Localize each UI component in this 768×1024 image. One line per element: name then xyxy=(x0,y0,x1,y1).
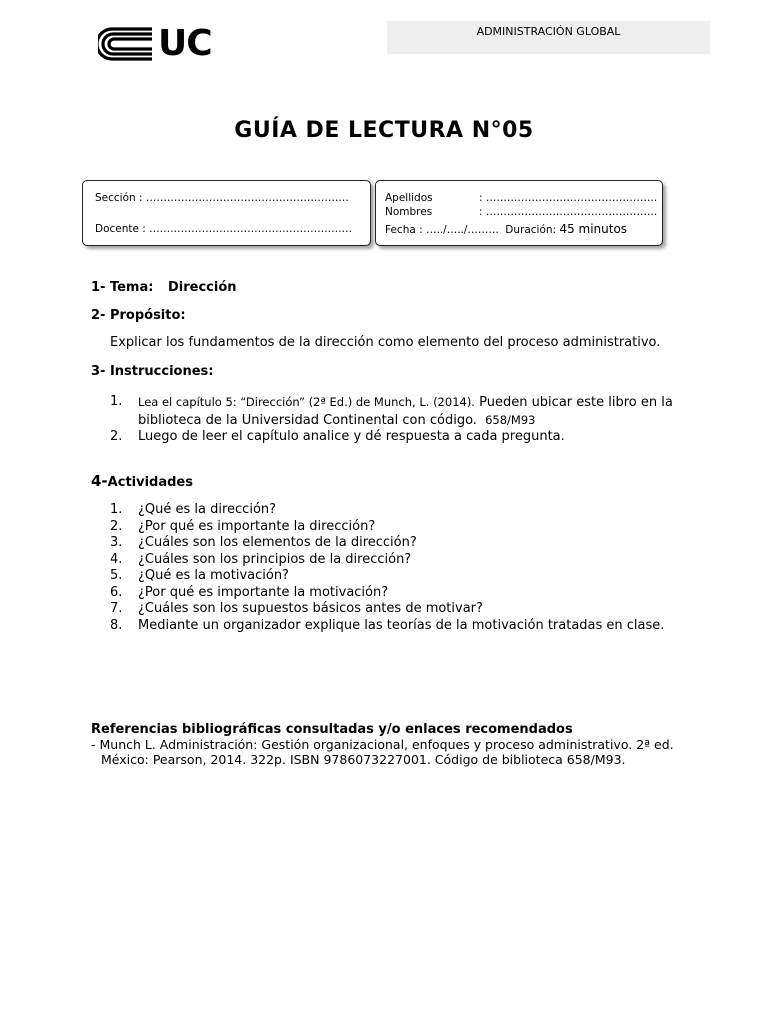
list-item xyxy=(110,502,690,519)
list-item xyxy=(110,394,690,429)
org-label-box xyxy=(387,21,710,54)
item-text: Mediante un organizador explique las teorías de la motivación tratadas en clase. xyxy=(138,617,665,633)
duracion-value: 45 minutos xyxy=(559,222,628,236)
item-number: 2. xyxy=(110,429,123,444)
student-info-box xyxy=(375,180,663,246)
actividades-number: 4- xyxy=(91,472,108,490)
seccion-field[interactable]: Sección : …………………………………………………. xyxy=(95,192,349,204)
item-number: 4. xyxy=(110,551,123,567)
list-item xyxy=(110,618,690,635)
duracion-label: Duración: xyxy=(505,224,557,236)
instrucciones-list xyxy=(110,394,690,446)
item-number: 8. xyxy=(110,617,123,633)
list-item xyxy=(110,429,690,446)
item-number: 1. xyxy=(110,394,123,409)
item-text: Pueden ubicar este libro en la biblioteca de la Universidad Continental con código. xyxy=(138,395,673,428)
uc-logo-mark-icon xyxy=(98,26,154,62)
item-code: 658/M93 xyxy=(485,412,536,427)
references-section xyxy=(91,722,691,767)
item-text: ¿Por qué es importante la dirección? xyxy=(138,518,376,534)
nombres-field[interactable] xyxy=(385,206,657,218)
item-text: ¿Cuáles son los principios de la dirección? xyxy=(138,551,412,567)
list-item xyxy=(110,585,690,602)
actividades-list xyxy=(110,502,690,634)
item-text: ¿Por qué es importante la motivación? xyxy=(138,584,389,600)
item-number: 6. xyxy=(110,584,123,600)
tema-heading xyxy=(91,280,237,295)
proposito-heading: 2- Propósito: xyxy=(91,308,186,323)
list-item xyxy=(110,552,690,569)
docente-field[interactable]: Docente : …………………………………………………. xyxy=(95,223,353,235)
item-number: 3. xyxy=(110,535,123,550)
tema-value: Dirección xyxy=(167,280,237,295)
item-number: 5. xyxy=(110,568,123,583)
org-label: ADMINISTRACIÓN GLOBAL xyxy=(476,25,621,38)
apellidos-field[interactable] xyxy=(385,192,657,204)
tema-label: 1- Tema: xyxy=(91,280,154,295)
actividades-heading xyxy=(91,472,193,490)
nombres-label: Nombres xyxy=(385,206,433,218)
list-item xyxy=(110,601,690,618)
uc-logo xyxy=(98,24,220,64)
item-text: ¿Cuáles son los supuestos básicos antes de motivar? xyxy=(138,601,483,616)
item-text: Luego de leer el capítulo analice y dé respuesta a cada pregunta. xyxy=(138,429,565,444)
item-text: ¿Qué es la dirección? xyxy=(138,502,277,517)
fecha-duracion-line xyxy=(385,222,627,236)
fecha-field[interactable]: Fecha : …../…../……… xyxy=(385,224,499,236)
item-number: 1. xyxy=(110,502,123,517)
item-number: 7. xyxy=(110,601,123,616)
item-text: ¿Cuáles son los elementos de la dirección? xyxy=(138,535,417,550)
item-citation: Lea el capítulo 5: “Dirección” (2ª Ed.) de Munch, L. (2014). xyxy=(138,395,475,409)
instrucciones-heading: 3- Instrucciones: xyxy=(91,364,214,379)
apellidos-label: Apellidos xyxy=(385,192,433,204)
proposito-text: Explicar los fundamentos de la dirección como elemento del proceso administrativo. xyxy=(110,335,661,350)
references-title: Referencias bibliográficas consultadas y/o enlaces recomendados xyxy=(91,722,573,737)
nombres-value: : …………………………………………. xyxy=(479,206,658,218)
references-body: - Munch L. Administración: Gestión organizacional, enfoques y proceso administrativo. 2ª ed. México: Pearson, 2014. 322p. ISBN 9786073227001. Código de biblioteca 658/M93. xyxy=(91,737,674,767)
logo-text: UC xyxy=(158,23,212,64)
student-section-box xyxy=(82,180,371,246)
page-title: GUÍA DE LECTURA N°05 xyxy=(234,118,534,143)
apellidos-value: : …………………………………………. xyxy=(479,192,658,204)
actividades-label: Actividades xyxy=(107,475,193,490)
list-item xyxy=(110,519,690,536)
item-number: 2. xyxy=(110,518,123,534)
list-item xyxy=(110,568,690,585)
item-text: ¿Qué es la motivación? xyxy=(138,568,289,583)
list-item xyxy=(110,535,690,552)
